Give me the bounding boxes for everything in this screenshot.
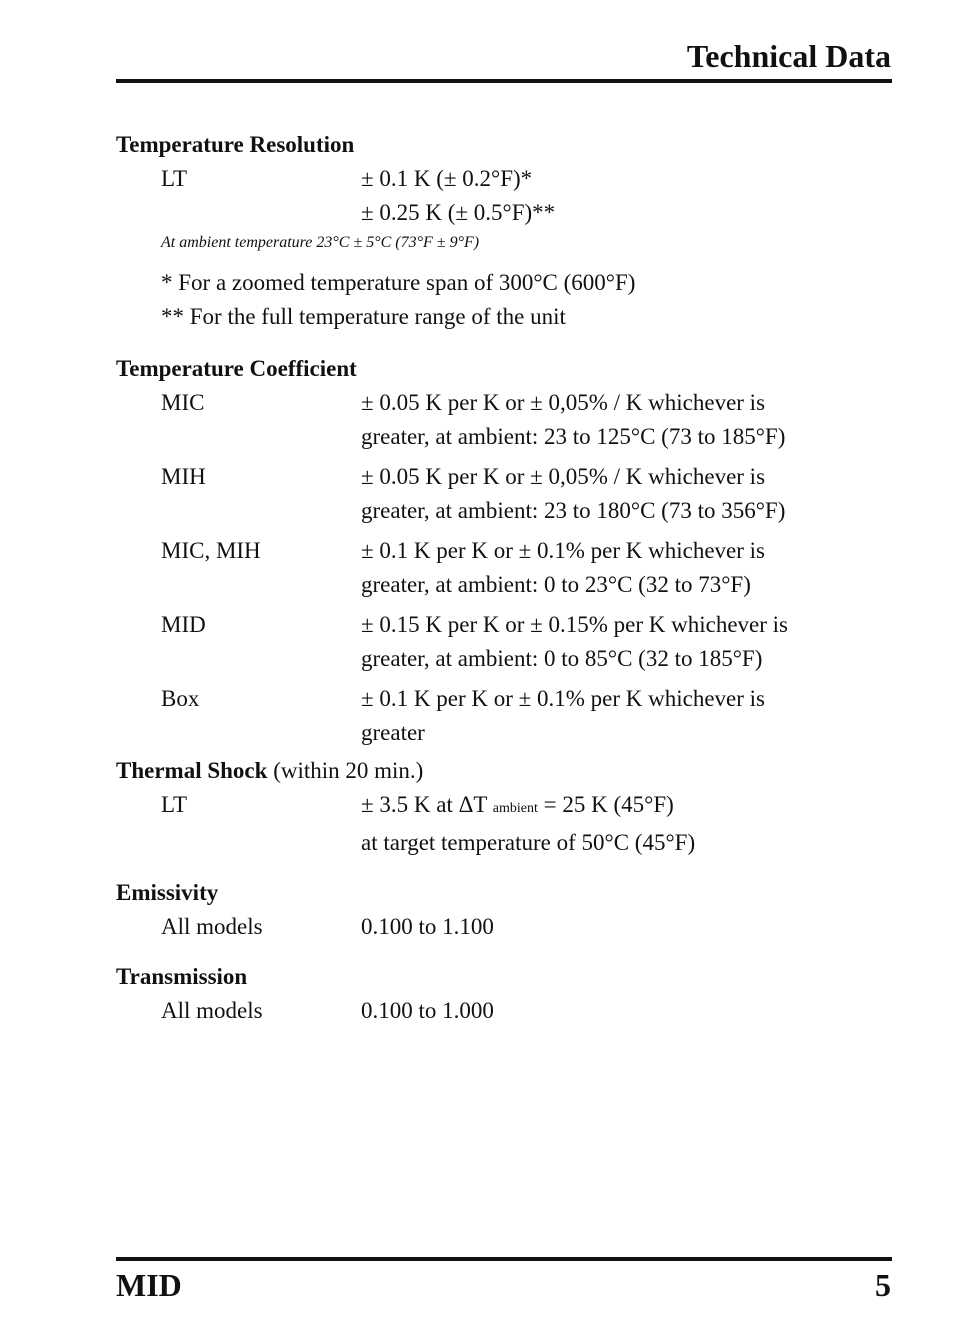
spec-value-line: ± 0.15 K per K or ± 0.15% per K whichever is [361,612,789,637]
subscript-text: ambient [492,801,538,816]
heading-text: Thermal Shock [116,758,268,783]
footer-rule [116,1257,892,1261]
value-text: = 25 K (45°F) [537,792,674,817]
spec-value [361,162,892,230]
spec-value [361,788,892,860]
spacer [116,334,892,352]
spec-row-emissivity [116,910,892,944]
page-title: Technical Data [686,38,891,74]
spec-value-line: greater, at ambient: 23 to 125°C (73 to 185°F) [361,424,786,449]
heading-suffix: (within 20 min.) [267,758,424,783]
section-heading-thermal-shock [116,754,892,788]
footnote-zoomed-span: * For a zoomed temperature span of 300°C (600°F) [161,270,636,295]
spec-value [361,682,892,750]
spec-label: MID [161,612,206,637]
spec-value [361,460,892,528]
spec-row-mid [116,608,892,676]
spec-label: Box [161,686,200,711]
spec-value-line [361,788,892,826]
spec-value [361,386,892,454]
spec-row-mih [116,460,892,528]
spec-label: All models [161,998,263,1023]
spec-value-line: at target temperature of 50°C (45°F) [361,830,696,855]
spec-label: MIC, MIH [161,538,261,563]
spec-value: 0.100 to 1.100 [361,914,494,939]
footer-model-name: MID [116,1267,182,1303]
spec-row-mic [116,386,892,454]
section-heading-emissivity [116,876,892,910]
spec-row-box [116,682,892,750]
section-heading-temperature-coefficient [116,352,892,386]
spacer [116,860,892,876]
spec-row-transmission [116,994,892,1028]
heading-text: Temperature Coefficient [116,356,357,381]
spec-label: MIC [161,390,205,415]
spec-value: 0.100 to 1.000 [361,998,494,1023]
spec-label: LT [161,792,187,817]
header-rule [116,79,892,83]
spec-row-thermal-shock-lt [116,788,892,860]
spec-value [361,608,892,676]
spec-content [116,128,892,1028]
spec-value-line: ± 0.1 K per K or ± 0.1% per K whichever is [361,686,766,711]
value-text: ± 3.5 K at ΔT [361,792,493,817]
spec-row-lt [116,162,892,230]
spec-value-line: ± 0.25 K (± 0.5°F)** [361,200,556,225]
spec-label: All models [161,914,263,939]
heading-text: Transmission [116,964,248,989]
spec-label: MIH [161,464,206,489]
spec-value-line: greater, at ambient: 0 to 85°C (32 to 185°F) [361,646,763,671]
heading-text: Emissivity [116,880,219,905]
spec-value-line: ± 0.1 K (± 0.2°F)* [361,166,533,191]
footnote-full-range: ** For the full temperature range of the unit [161,304,566,329]
page-number: 5 [875,1267,891,1303]
spec-value-line: ± 0.05 K per K or ± 0,05% / K whichever is [361,390,766,415]
spec-value-line: ± 0.05 K per K or ± 0,05% / K whichever is [361,464,766,489]
spec-value-line: ± 0.1 K per K or ± 0.1% per K whichever is [361,538,766,563]
spacer [116,944,892,960]
spec-label: LT [161,166,187,191]
ambient-note: At ambient temperature 23°C ± 5°C (73°F ± 9°F) [161,234,480,251]
spec-value [361,534,892,602]
spec-value-line: greater, at ambient: 0 to 23°C (32 to 73°F) [361,572,751,597]
heading-text: Temperature Resolution [116,132,355,157]
spec-row-mic-mih [116,534,892,602]
section-heading-transmission [116,960,892,994]
spec-value-line: greater, at ambient: 23 to 180°C (73 to 356°F) [361,498,786,523]
section-heading-temperature-resolution [116,128,892,162]
spec-value-line: greater [361,720,425,745]
